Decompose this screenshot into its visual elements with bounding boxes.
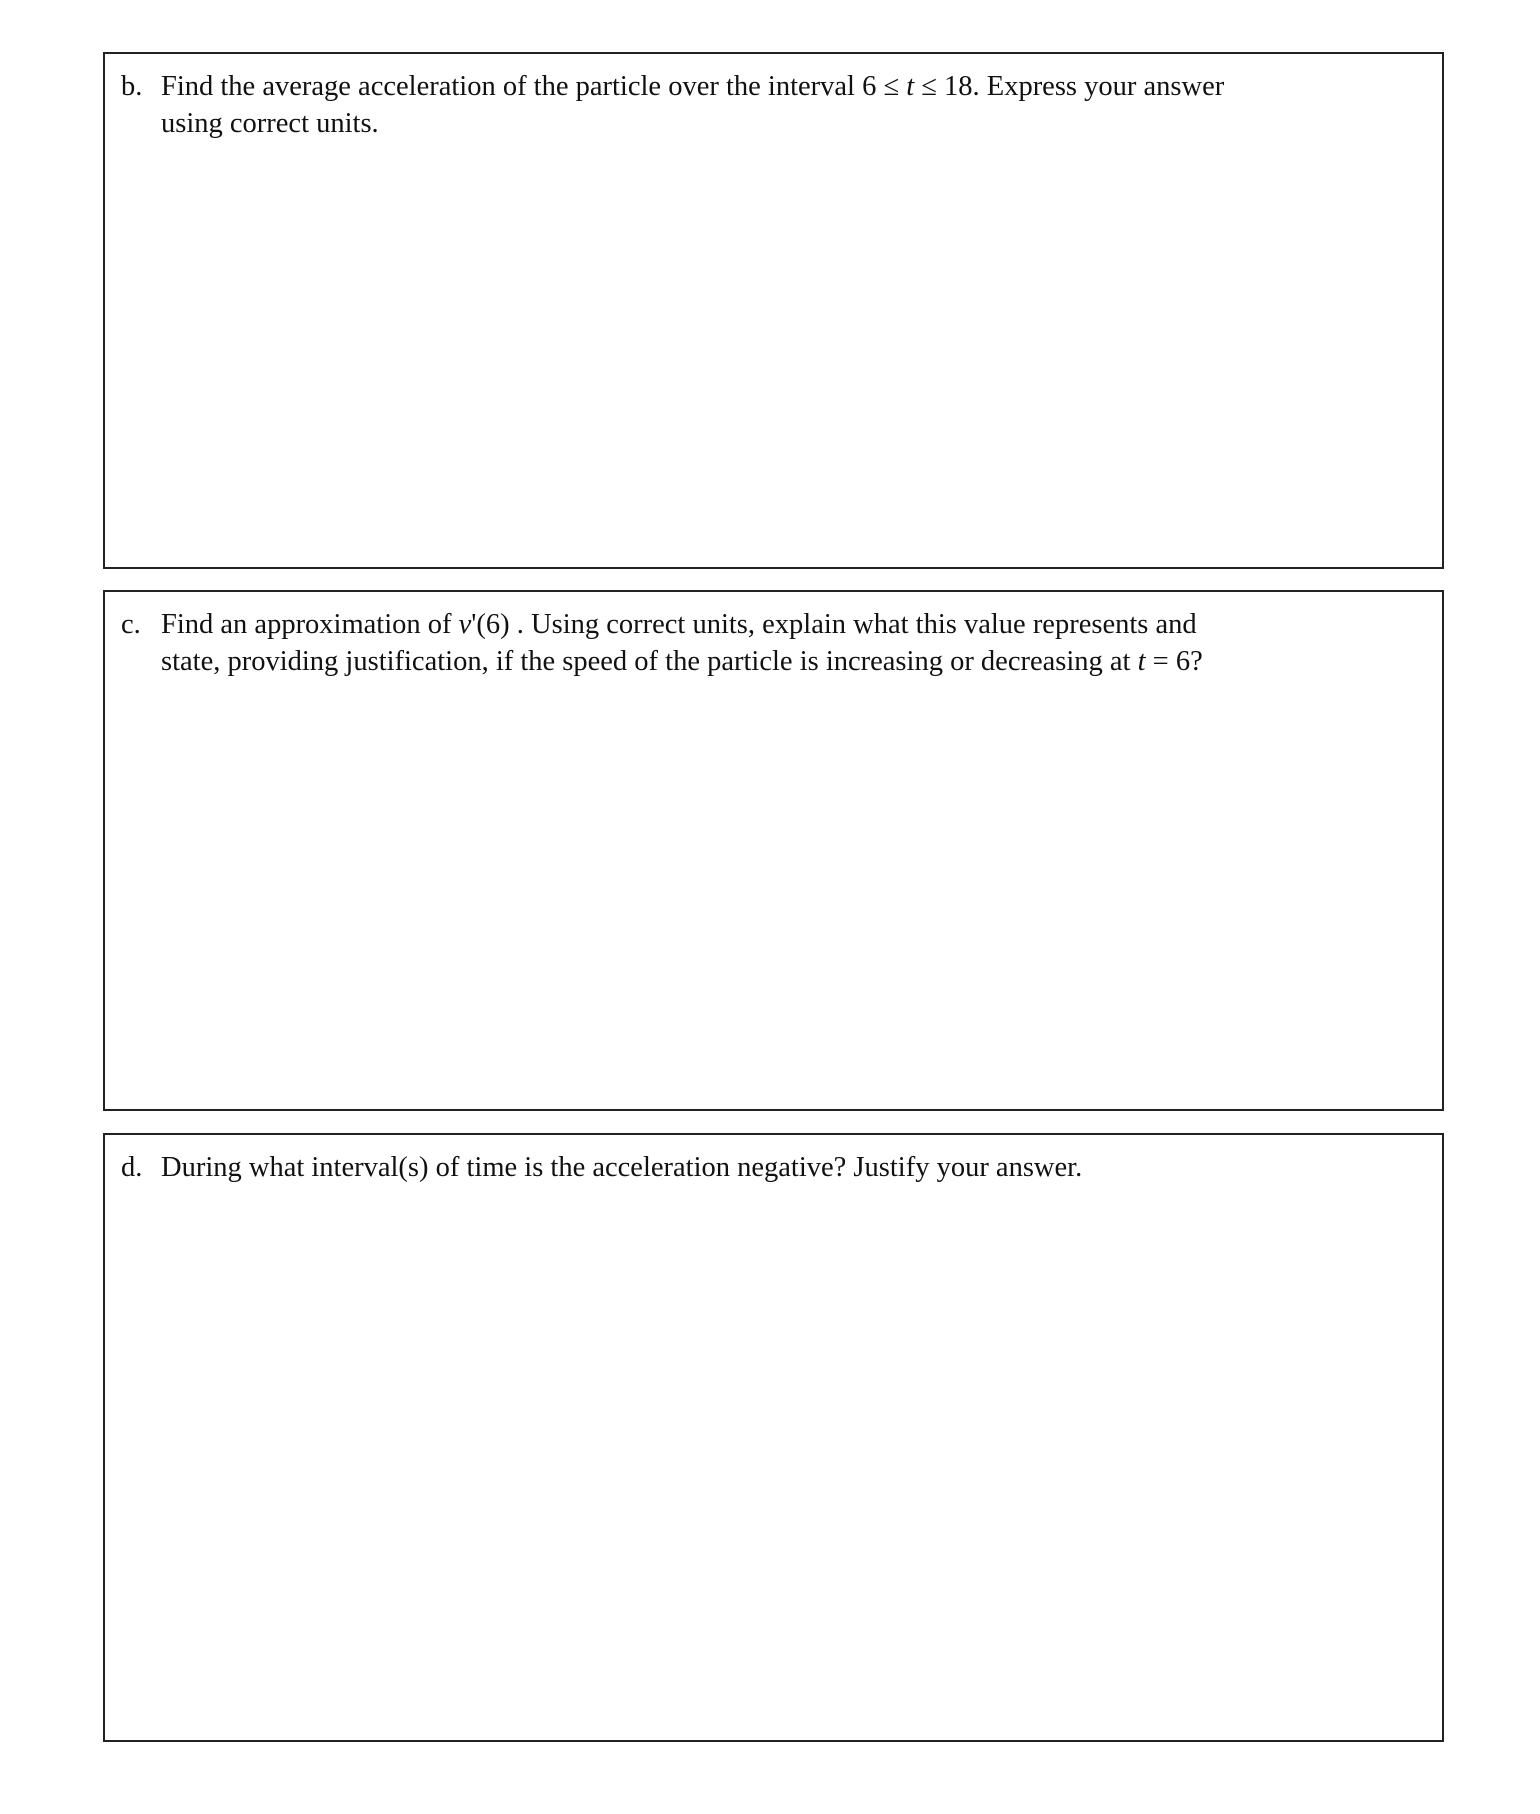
answer-box-d[interactable] xyxy=(103,1133,1444,1742)
question-c-text-part-3: state, providing justification, if the speed of the particle is increasing or decreasing at xyxy=(161,646,1138,677)
question-b-text-part-1: Find the average acceleration of the particle over the interval 6 ≤ xyxy=(161,71,907,102)
answer-box-c[interactable] xyxy=(103,590,1444,1111)
question-c-text-part-2: '(6) . Using correct units, explain what this value represents and xyxy=(471,609,1197,640)
question-d-text-line-1: During what interval(s) of time is the acceleration negative? Justify your answer. xyxy=(161,1152,1083,1183)
question-b-letter: b. xyxy=(121,71,143,102)
answer-box-b[interactable] xyxy=(103,52,1444,569)
question-d xyxy=(121,1149,1421,1186)
question-c xyxy=(121,606,1421,680)
question-c-text-part-4: = 6? xyxy=(1145,646,1203,677)
question-c-text-line-2 xyxy=(161,643,1203,680)
question-b-text-line-1 xyxy=(161,68,1224,105)
question-d-line-1 xyxy=(121,1149,1421,1186)
question-b xyxy=(121,68,1421,142)
question-b-text-line-2: using correct units. xyxy=(161,108,379,139)
question-d-letter: d. xyxy=(121,1152,143,1183)
question-b-line-1 xyxy=(121,68,1421,105)
question-c-text-part-1: Find an approximation of xyxy=(161,609,459,640)
question-c-line-1 xyxy=(121,606,1421,643)
variable-v: v xyxy=(458,609,472,640)
question-c-line-2 xyxy=(121,643,1421,680)
variable-t: t xyxy=(906,71,915,102)
variable-t: t xyxy=(1137,646,1146,677)
question-b-text-part-2: ≤ 18. Express your answer xyxy=(914,71,1225,102)
question-b-line-2 xyxy=(121,105,1421,142)
question-c-text-line-1 xyxy=(161,606,1197,643)
question-c-letter: c. xyxy=(121,609,141,640)
